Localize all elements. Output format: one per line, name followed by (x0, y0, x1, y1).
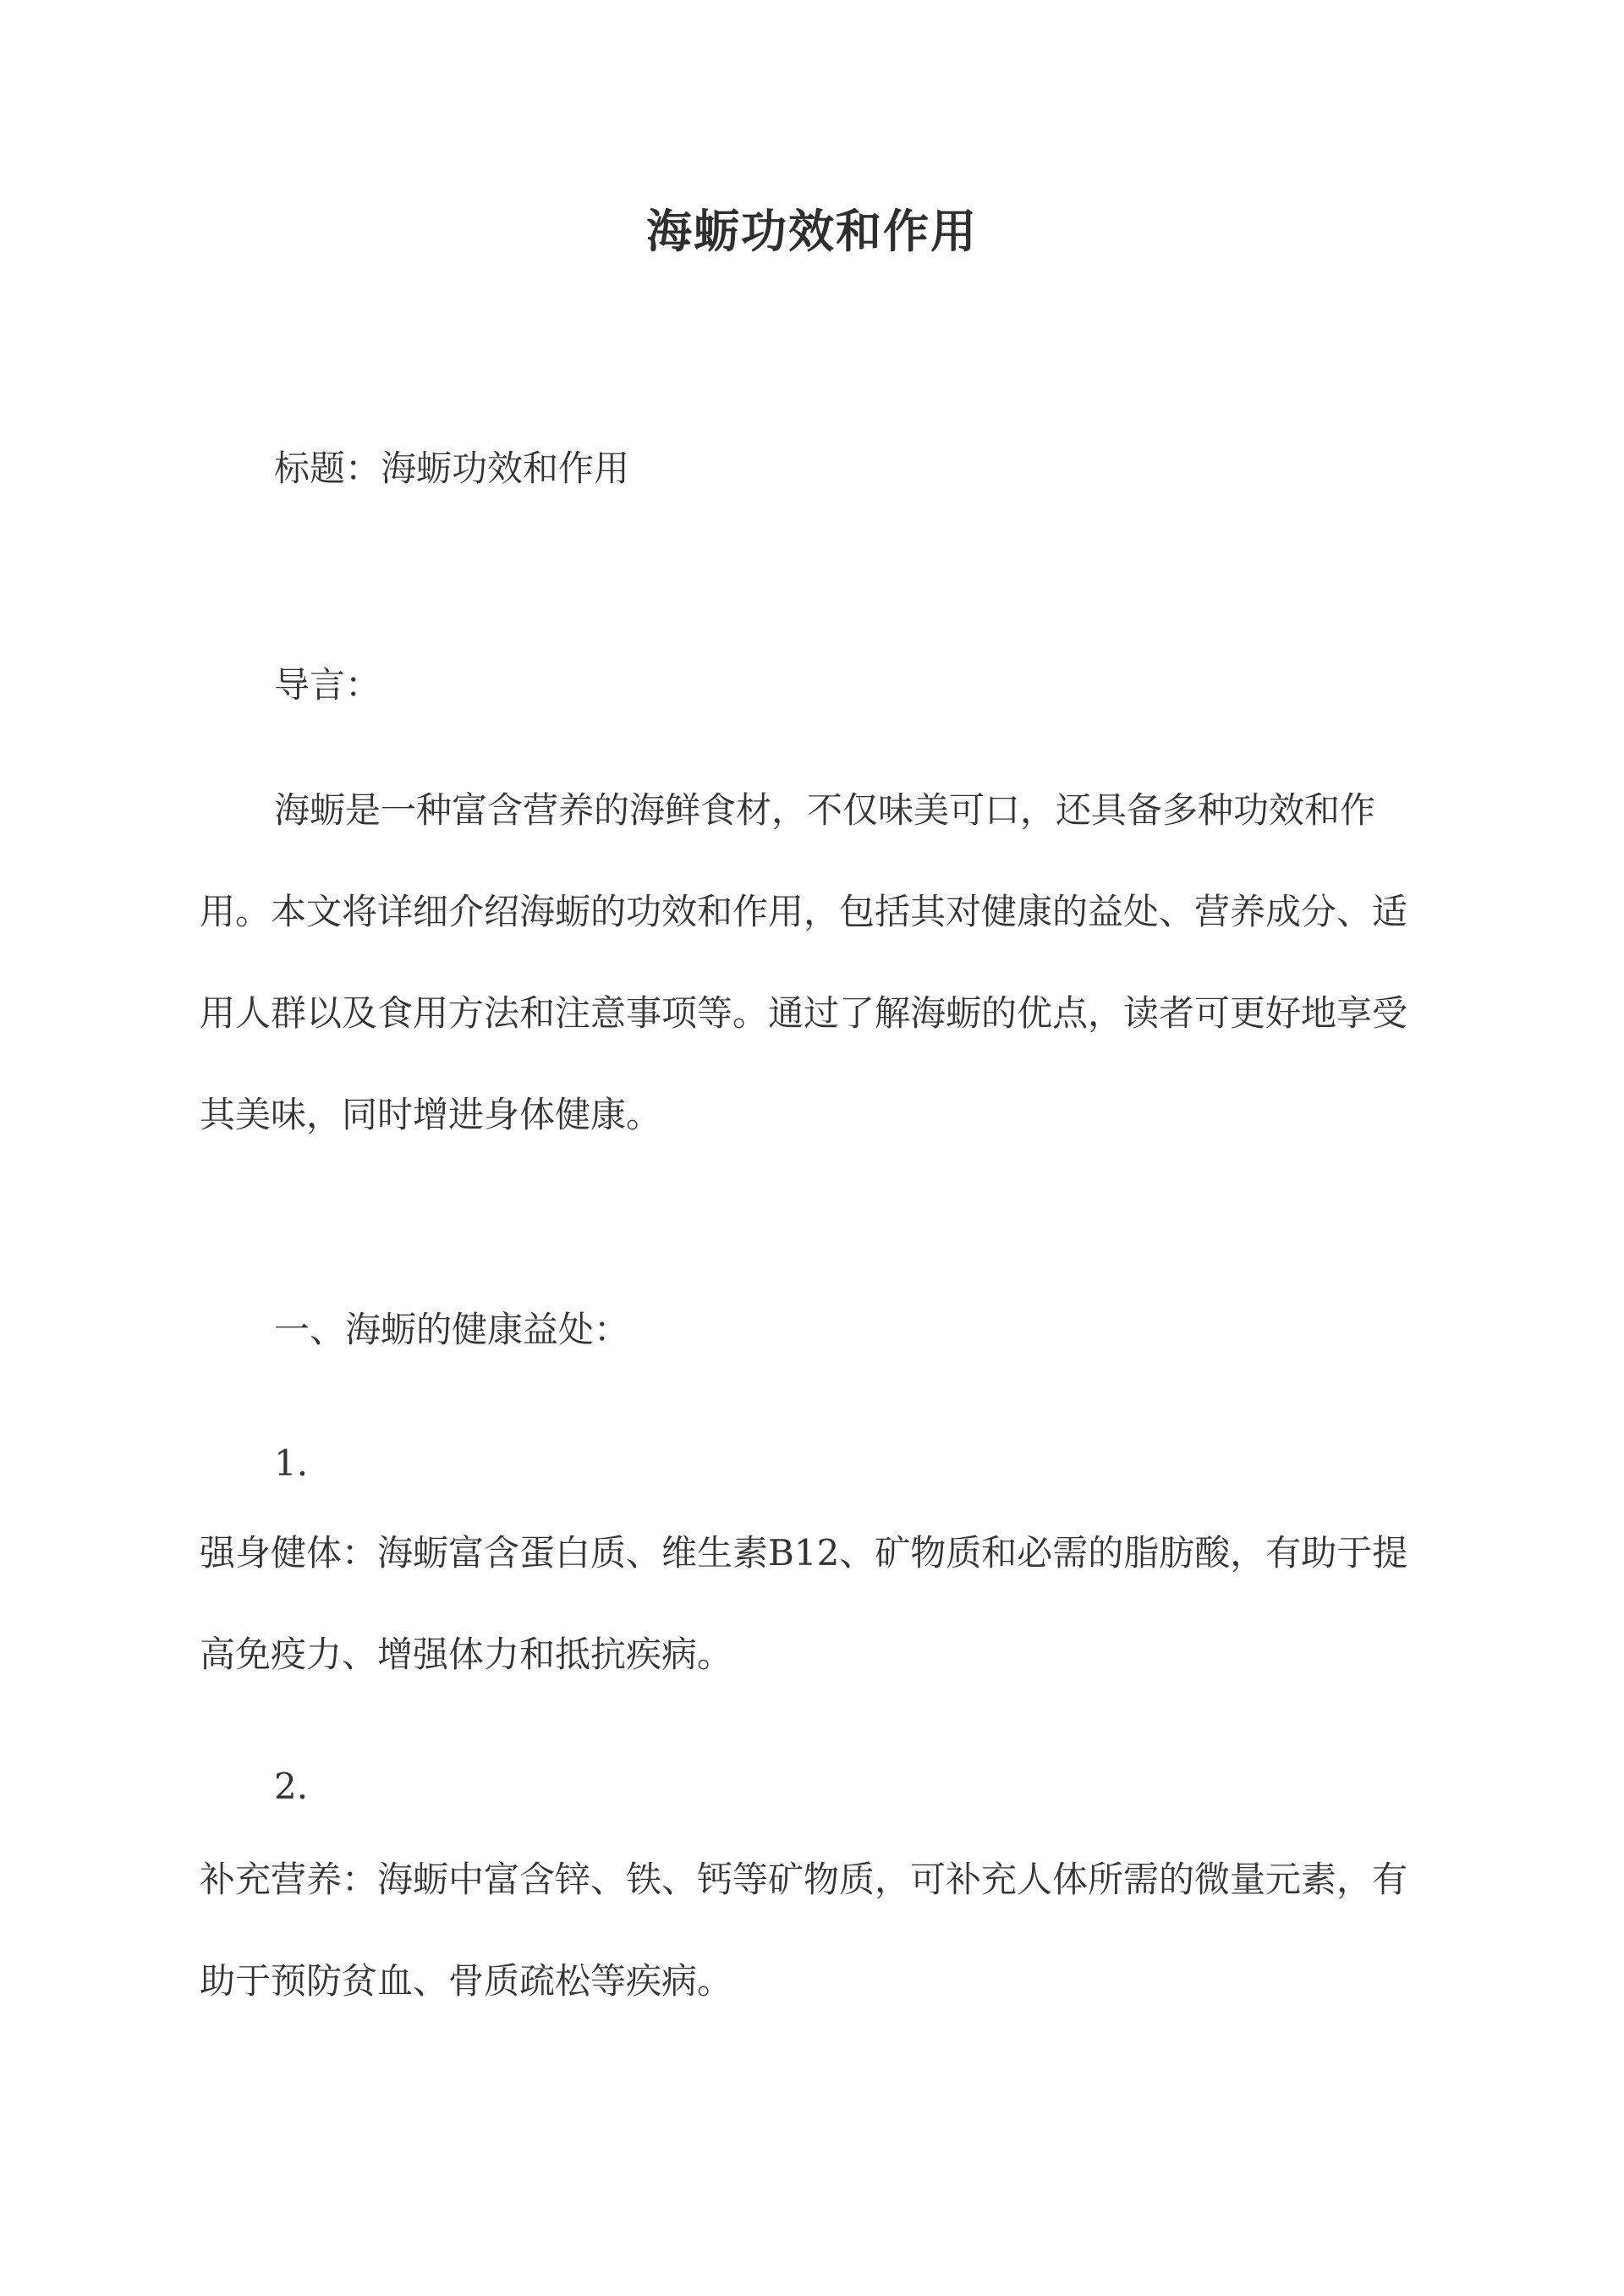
list-item-number: 1. (274, 1442, 309, 1484)
subtitle-line: 标题：海蛎功效和作用 (274, 448, 630, 489)
list-item-number: 2. (274, 1766, 309, 1807)
document-title: 海蛎功效和作用 (646, 204, 978, 258)
list-item-text: 强身健体：海蛎富含蛋白质、维生素B12、矿物质和必需的脂肪酸，有助于提高免疫力、增强体力和抵抗疾病。 (200, 1532, 1408, 1675)
intro-heading: 导言： (274, 664, 381, 706)
list-item-text: 补充营养：海蛎中富含锌、铁、钙等矿物质，可补充人体所需的微量元素，有助于预防贫血、骨质疏松等疾病。 (200, 1859, 1408, 2002)
intro-paragraph: 海蛎是一种富含营养的海鲜食材，不仅味美可口，还具备多种功效和作用。本文将详细介绍海蛎的功效和作用，包括其对健康的益处、营养成分、适用人群以及食用方法和注意事项等。通过了解海蛎的优点，读者可更好地享受其美味，同时增进身体健康。 (200, 789, 1408, 1135)
section-heading: 一、海蛎的健康益处： (274, 1309, 630, 1350)
